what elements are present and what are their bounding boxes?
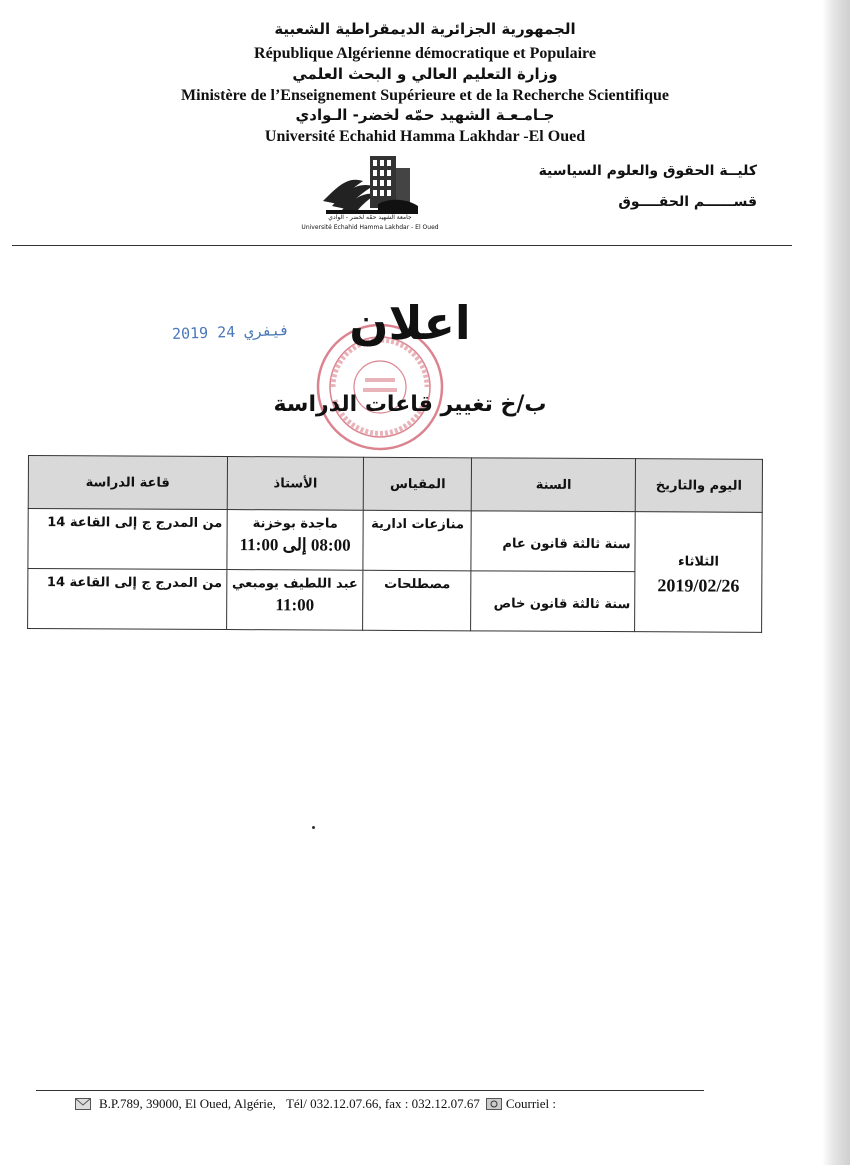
announcement-subtitle: ب/خ تغيير قاعات الدراسة <box>273 392 547 417</box>
email-icon <box>486 1098 502 1110</box>
footer-divider <box>36 1090 704 1091</box>
header-day-date: اليوم والتاريخ <box>635 459 762 513</box>
footer-email-label: Courriel : <box>505 1096 557 1111</box>
announcement-title: اعلان <box>349 296 471 350</box>
envelope-icon <box>75 1098 91 1110</box>
table-row <box>28 509 762 573</box>
faculty-name: كليــة الحقوق والعلوم السياسية <box>538 163 757 179</box>
university-arabic: جـامـعـة الشهيد حمّه لخضر- الـوادي <box>295 106 555 124</box>
session-date: 2019/02/26 <box>657 574 740 596</box>
scan-page-edge <box>822 0 850 1165</box>
module-cell: مصطلحات <box>363 570 471 631</box>
session-time: 08:00 إلى 11:00 <box>239 535 351 555</box>
footer-phone: Tél/ 032.12.07.66, fax : 032.12.07.67 <box>285 1096 480 1111</box>
footer <box>75 1096 556 1112</box>
header-room: قاعة الدراسة <box>28 456 227 510</box>
module-cell: منازعات ادارية <box>363 510 471 571</box>
schedule-table <box>27 455 763 633</box>
republic-french: République Algérienne démocratique et Populaire <box>254 45 596 62</box>
year-cell: سنة ثالثة قانون عام <box>471 511 635 572</box>
ministry-arabic: وزارة التعليم العالي و البحث العلمي <box>292 65 558 83</box>
session-time: 11:00 <box>275 595 315 615</box>
professor-name: عبد اللطيف يومبعي <box>232 576 358 592</box>
received-date-stamp: 2019 فيفري 24 <box>171 320 290 344</box>
professor-cell <box>226 570 363 631</box>
university-french: Université Echahid Hamma Lakhdar -El Oued <box>264 128 586 145</box>
header-professor: الأستاذ <box>227 457 364 511</box>
header-year: السنة <box>472 458 636 512</box>
header-divider <box>12 245 792 246</box>
room-cell: من المدرج ج إلى القاعة 14 <box>28 509 227 570</box>
ministry-french: Ministère de l’Enseignement Supérieure et de la Recherche Scientifique <box>181 87 669 104</box>
footer-address: B.P.789, 39000, El Oued, Algérie, <box>99 1096 276 1111</box>
scan-speck <box>312 826 315 829</box>
day-name: الثلاثاء <box>677 553 720 570</box>
header-module: المقياس <box>364 457 472 511</box>
logo-caption-french: Université Echahid Hamma Lakhdar - El Oued <box>301 224 439 231</box>
year-cell: سنة ثالثة قانون خاص <box>471 571 635 632</box>
professor-cell <box>227 510 364 571</box>
republic-arabic: الجمهورية الجزائرية الديمقراطية الشعبية <box>274 20 576 38</box>
professor-name: ماجدة بوخزنة <box>252 516 338 532</box>
logo-caption-arabic: جامعة الشهيد حمّه لخضر - الوادي <box>328 214 412 221</box>
table-header-row <box>28 456 762 513</box>
day-date-cell <box>635 512 763 633</box>
department-name: قســــــم الحقــــوق <box>618 194 757 210</box>
room-cell: من المدرج ج إلى القاعة 14 <box>28 569 227 630</box>
